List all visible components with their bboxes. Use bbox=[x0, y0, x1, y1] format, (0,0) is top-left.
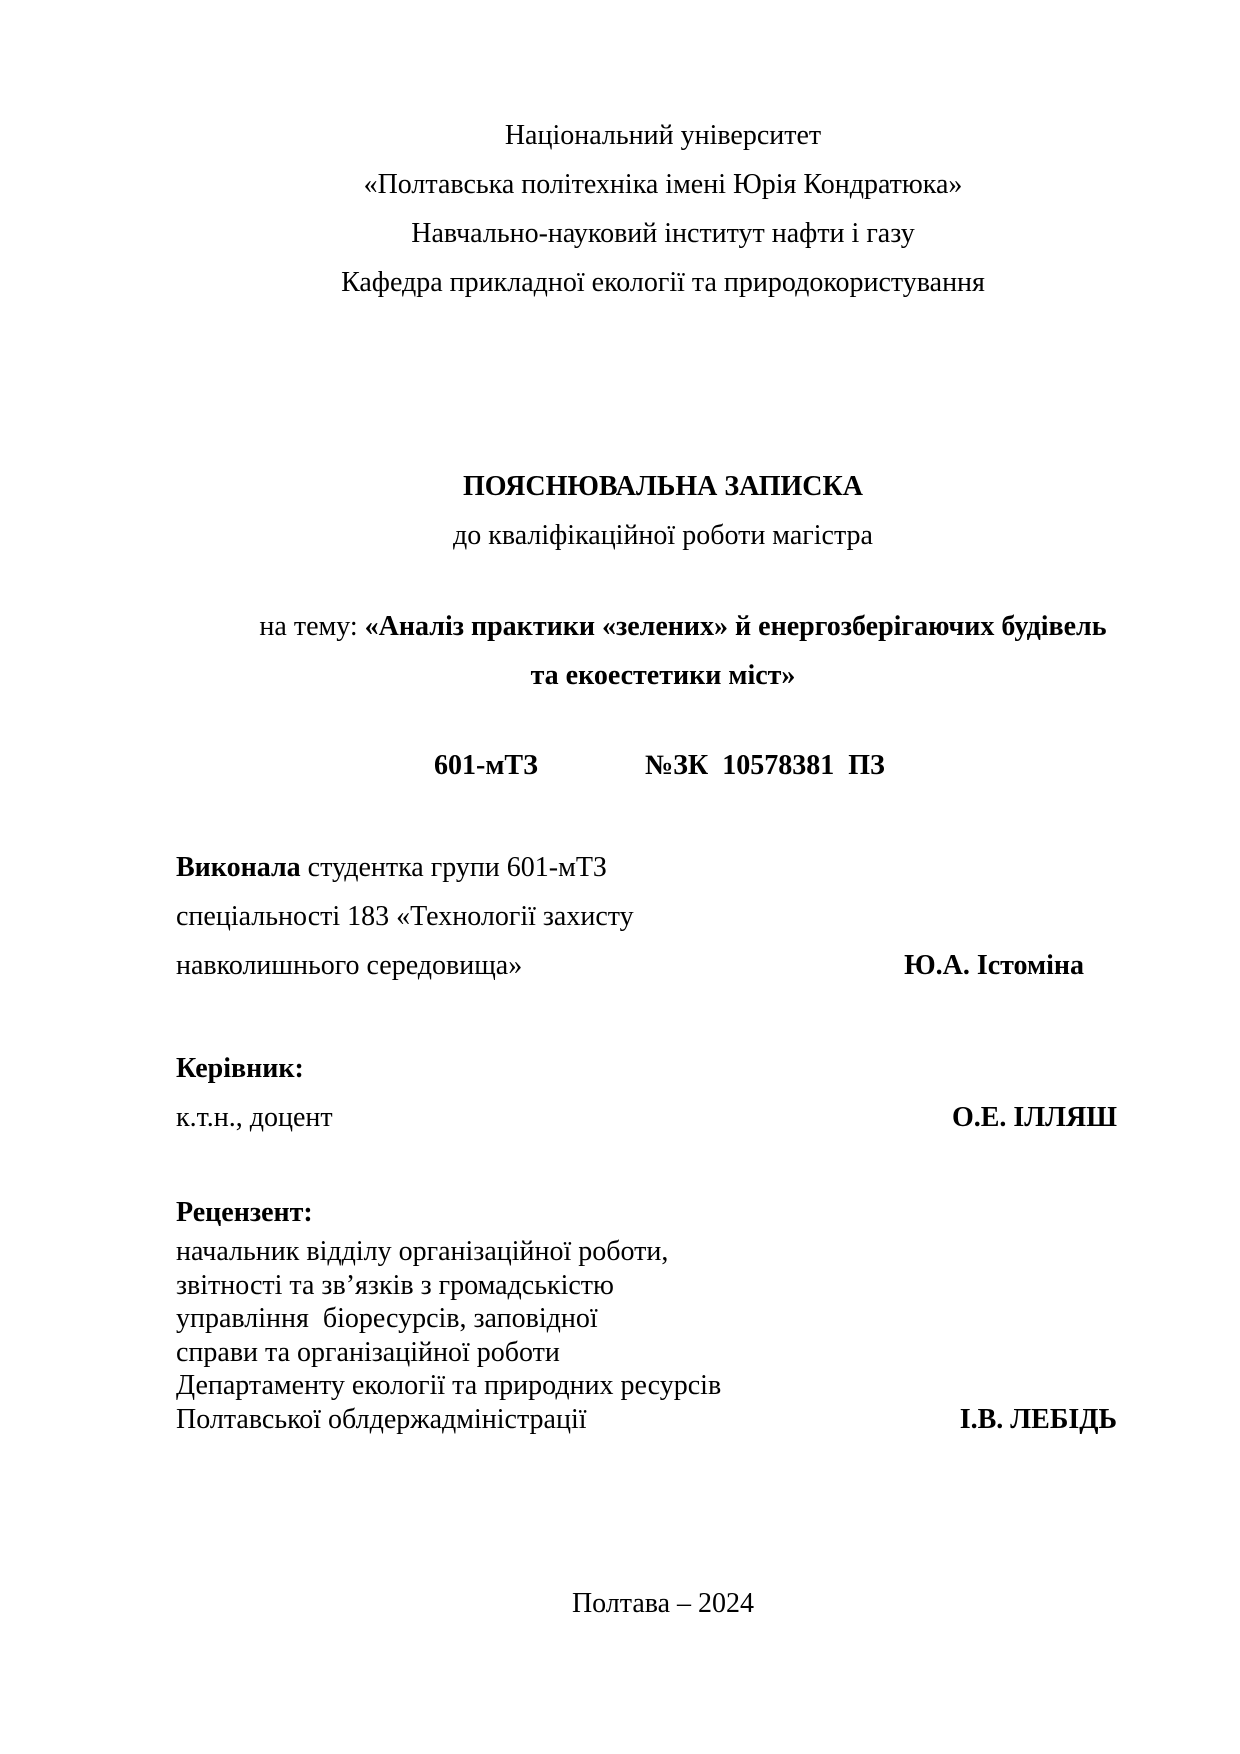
university-label: Національний університет bbox=[504, 120, 822, 151]
topic-line-2: та екоестетики міст» bbox=[530, 660, 796, 691]
document-subtitle: до кваліфікаційної роботи магістра bbox=[453, 520, 873, 551]
department-name: Кафедра прикладної екології та природокористування bbox=[341, 267, 985, 298]
topic-title: «Аналіз практики «зелених» й енергозберігаючих будівель bbox=[364, 611, 1107, 642]
institute-name: Навчально-науковий інститут нафти і газу bbox=[411, 218, 915, 249]
reviewer-line: справи та організаційної роботи bbox=[176, 1337, 560, 1368]
group-code: 601-мТЗ bbox=[434, 750, 538, 781]
reviewer-line: Полтавської облдержадміністрації bbox=[176, 1404, 587, 1435]
document-code: №ЗК 10578381 ПЗ bbox=[645, 750, 885, 781]
topic-prefix: на тему: bbox=[259, 611, 365, 642]
supervisor-position: к.т.н., доцент bbox=[176, 1102, 333, 1133]
reviewer-line: Департаменту екології та природних ресурсів bbox=[176, 1370, 722, 1401]
author-line-3: навколишнього середовища» bbox=[176, 950, 523, 981]
reviewer-line: управління біоресурсів, заповідної bbox=[176, 1303, 598, 1334]
university-name: «Полтавська політехніка імені Юрія Кондратюка» bbox=[363, 169, 963, 200]
city-year: Полтава – 2024 bbox=[571, 1588, 755, 1619]
topic-line-1 bbox=[196, 613, 1170, 641]
author-line-1 bbox=[176, 854, 607, 882]
author-name: Ю.А. Істоміна bbox=[904, 950, 1084, 981]
author-group: студентка групи 601-мТЗ bbox=[300, 852, 607, 883]
supervisor-name: О.Е. ІЛЛЯШ bbox=[951, 1102, 1117, 1133]
document-title: ПОЯСНЮВАЛЬНА ЗАПИСКА bbox=[462, 471, 864, 502]
reviewer-label: Рецензент: bbox=[176, 1197, 313, 1228]
author-line-2: спеціальності 183 «Технології захисту bbox=[176, 901, 634, 932]
reviewer-name: І.В. ЛЕБІДЬ bbox=[959, 1404, 1117, 1435]
reviewer-line: звітності та зв’язків з громадськістю bbox=[176, 1270, 614, 1301]
author-label: Виконала bbox=[176, 852, 301, 883]
reviewer-line: начальник відділу організаційної роботи, bbox=[176, 1236, 669, 1267]
supervisor-label: Керівник: bbox=[176, 1053, 304, 1084]
